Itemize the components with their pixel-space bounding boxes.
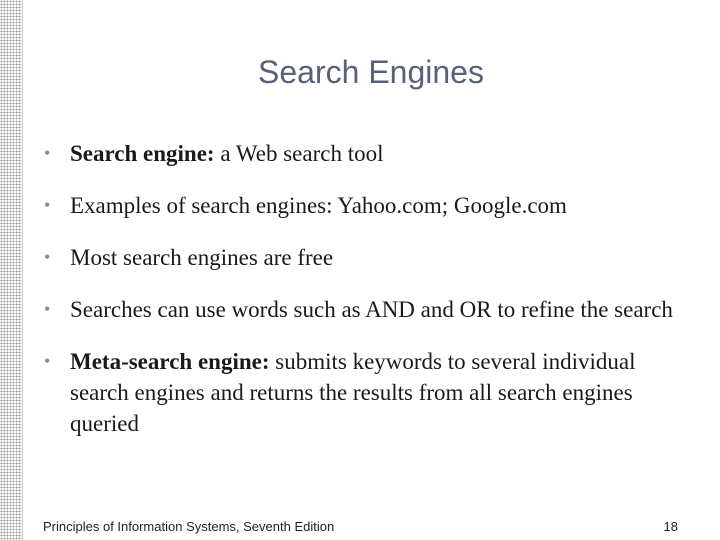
bullet-term: Meta-search engine:	[70, 349, 270, 374]
bullet-text: Most search engines are free	[70, 245, 334, 270]
bullet-item	[44, 138, 684, 169]
bullet-text: submits keywords to several individual search engines and returns the results from all search engines queried	[70, 349, 636, 436]
bullet-list	[44, 138, 684, 460]
bullet-text: a Web search tool	[214, 141, 384, 166]
footer-source: Principles of Information Systems, Seventh Edition	[43, 519, 335, 534]
decorative-dotted-border	[0, 0, 23, 540]
bullet-item	[44, 294, 684, 325]
bullet-icon: •	[44, 299, 51, 319]
bullet-icon: •	[44, 247, 51, 267]
bullet-item	[44, 346, 684, 439]
bullet-icon: •	[44, 195, 51, 215]
slide-title: Search Engines	[258, 54, 484, 90]
bullet-item	[44, 190, 684, 221]
bullet-icon: •	[44, 351, 51, 371]
bullet-text: Searches can use words such as AND and OR to refine the search	[70, 297, 673, 322]
bullet-icon: •	[44, 143, 51, 163]
bullet-item	[44, 242, 684, 273]
bullet-term: Search engine:	[70, 141, 215, 166]
bullet-text: Examples of search engines: Yahoo.com; Google.com	[70, 193, 567, 218]
page-number: 18	[663, 519, 678, 534]
